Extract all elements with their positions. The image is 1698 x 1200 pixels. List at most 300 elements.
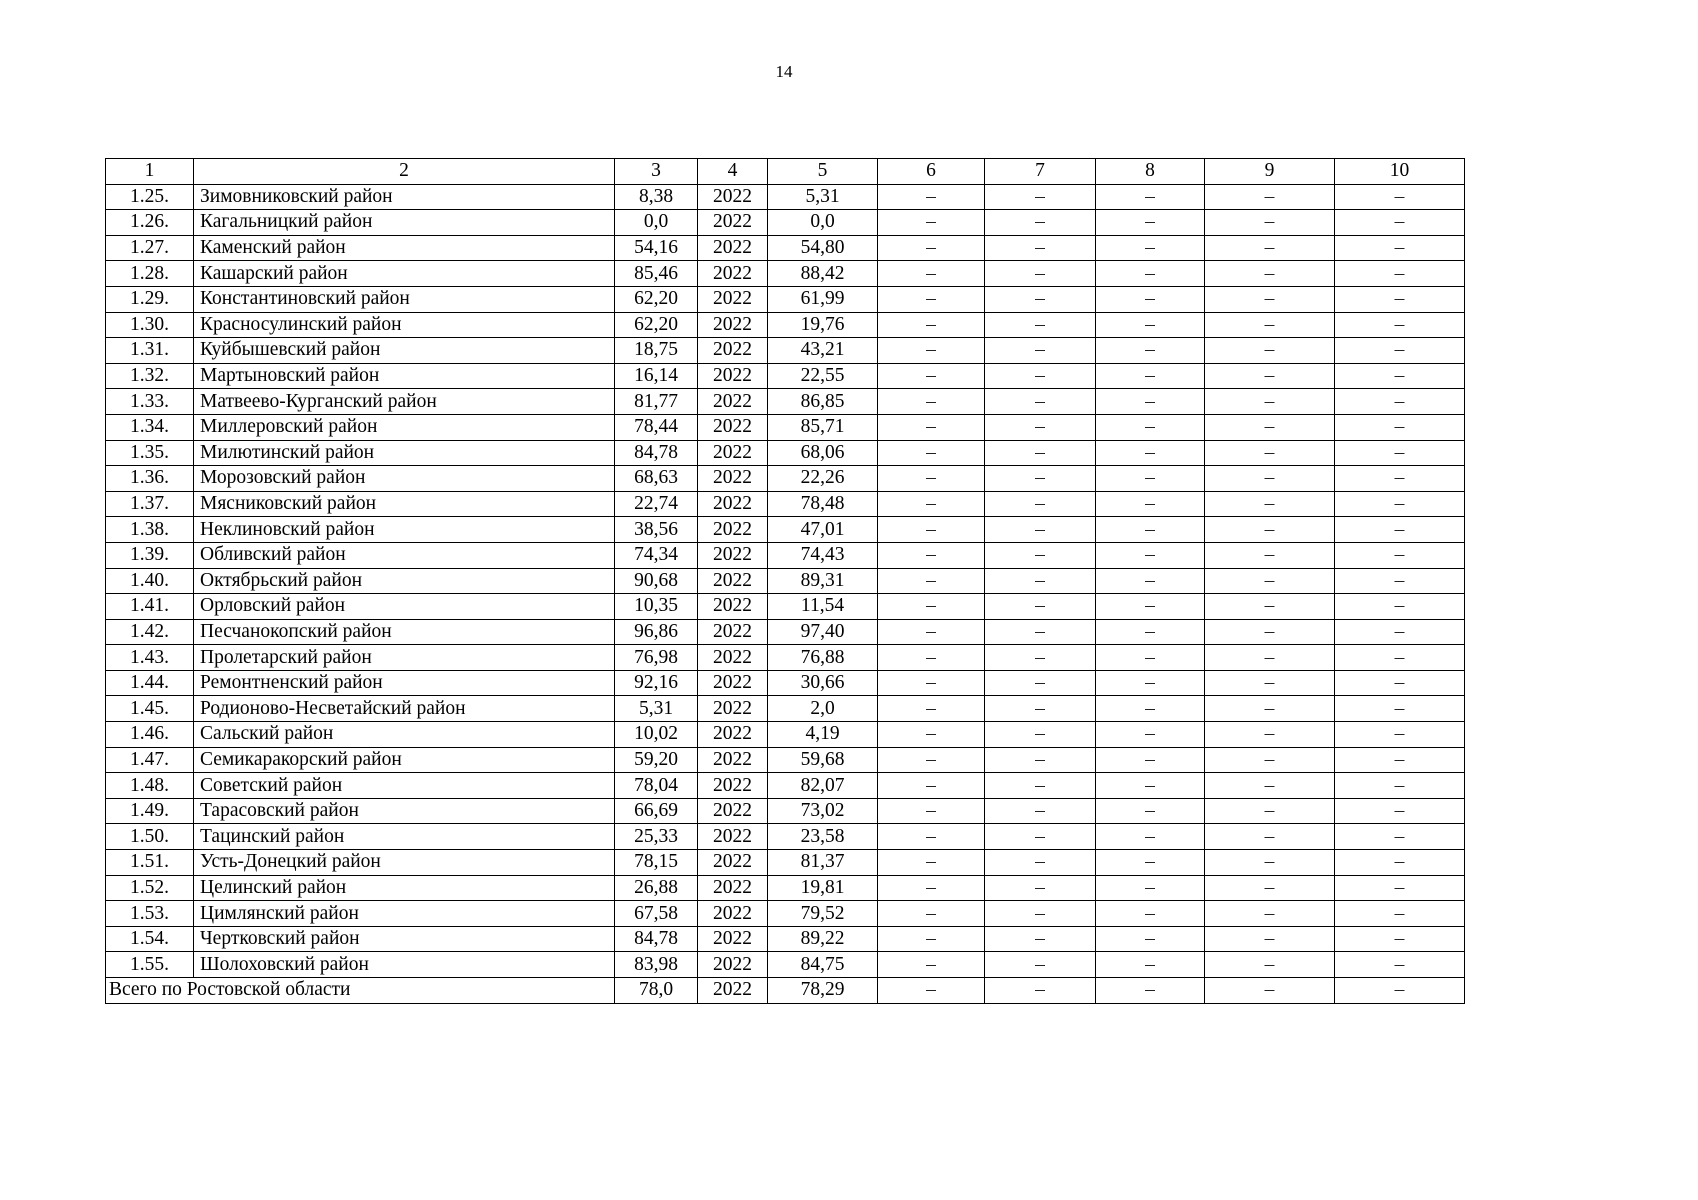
column-6-dash-cell: – [878, 184, 985, 210]
column-9-dash-cell: – [1205, 466, 1335, 492]
year-cell: 2022 [698, 414, 768, 440]
table-row [106, 952, 1465, 978]
column-8-dash-cell: – [1096, 235, 1205, 261]
column-5-value-cell: 73,02 [768, 798, 878, 824]
column-5-value-cell: 74,43 [768, 542, 878, 568]
district-name-cell: Тарасовский район [194, 798, 615, 824]
total-column-10-dash-cell: – [1335, 978, 1465, 1004]
column-9-dash-cell: – [1205, 414, 1335, 440]
column-9-dash-cell: – [1205, 926, 1335, 952]
year-cell: 2022 [698, 696, 768, 722]
column-10-dash-cell: – [1335, 338, 1465, 364]
column-header: 1 [106, 159, 194, 185]
row-number-cell: 1.39. [106, 542, 194, 568]
row-number-cell: 1.29. [106, 286, 194, 312]
column-9-dash-cell: – [1205, 875, 1335, 901]
column-9-dash-cell: – [1205, 952, 1335, 978]
column-5-value-cell: 76,88 [768, 645, 878, 671]
column-8-dash-cell: – [1096, 926, 1205, 952]
column-9-dash-cell: – [1205, 261, 1335, 287]
table-row [106, 338, 1465, 364]
district-name-cell: Матвеево-Курганский район [194, 389, 615, 415]
district-name-cell: Песчанокопский район [194, 619, 615, 645]
row-number-cell: 1.50. [106, 824, 194, 850]
column-5-value-cell: 4,19 [768, 722, 878, 748]
column-6-dash-cell: – [878, 491, 985, 517]
column-3-value-cell: 84,78 [615, 926, 698, 952]
row-number-cell: 1.25. [106, 184, 194, 210]
district-name-cell: Куйбышевский район [194, 338, 615, 364]
column-3-value-cell: 62,20 [615, 312, 698, 338]
year-cell: 2022 [698, 850, 768, 876]
table-row [106, 466, 1465, 492]
column-7-dash-cell: – [985, 773, 1096, 799]
column-5-value-cell: 2,0 [768, 696, 878, 722]
column-3-value-cell: 22,74 [615, 491, 698, 517]
column-6-dash-cell: – [878, 901, 985, 927]
table-row [106, 312, 1465, 338]
column-9-dash-cell: – [1205, 901, 1335, 927]
table-row [106, 722, 1465, 748]
table-row [106, 286, 1465, 312]
row-number-cell: 1.53. [106, 901, 194, 927]
table-row [106, 747, 1465, 773]
row-number-cell: 1.32. [106, 363, 194, 389]
column-9-dash-cell: – [1205, 722, 1335, 748]
year-cell: 2022 [698, 670, 768, 696]
table-row [106, 850, 1465, 876]
column-7-dash-cell: – [985, 798, 1096, 824]
column-6-dash-cell: – [878, 926, 985, 952]
column-10-dash-cell: – [1335, 286, 1465, 312]
column-5-value-cell: 59,68 [768, 747, 878, 773]
column-5-value-cell: 88,42 [768, 261, 878, 287]
district-name-cell: Тацинский район [194, 824, 615, 850]
district-name-cell: Семикаракорский район [194, 747, 615, 773]
column-8-dash-cell: – [1096, 491, 1205, 517]
row-number-cell: 1.48. [106, 773, 194, 799]
column-6-dash-cell: – [878, 286, 985, 312]
table-row [106, 594, 1465, 620]
column-10-dash-cell: – [1335, 747, 1465, 773]
column-5-value-cell: 84,75 [768, 952, 878, 978]
column-3-value-cell: 84,78 [615, 440, 698, 466]
column-8-dash-cell: – [1096, 773, 1205, 799]
column-9-dash-cell: – [1205, 747, 1335, 773]
year-cell: 2022 [698, 338, 768, 364]
column-7-dash-cell: – [985, 466, 1096, 492]
year-cell: 2022 [698, 952, 768, 978]
total-column-5-cell: 78,29 [768, 978, 878, 1004]
row-number-cell: 1.54. [106, 926, 194, 952]
column-5-value-cell: 22,26 [768, 466, 878, 492]
column-10-dash-cell: – [1335, 773, 1465, 799]
column-10-dash-cell: – [1335, 261, 1465, 287]
column-8-dash-cell: – [1096, 261, 1205, 287]
row-number-cell: 1.40. [106, 568, 194, 594]
column-10-dash-cell: – [1335, 619, 1465, 645]
column-10-dash-cell: – [1335, 645, 1465, 671]
column-7-dash-cell: – [985, 210, 1096, 236]
header-row [106, 159, 1465, 185]
table-row [106, 389, 1465, 415]
year-cell: 2022 [698, 235, 768, 261]
row-number-cell: 1.26. [106, 210, 194, 236]
district-name-cell: Красносулинский район [194, 312, 615, 338]
table-row [106, 619, 1465, 645]
column-7-dash-cell: – [985, 338, 1096, 364]
table-row [106, 210, 1465, 236]
district-name-cell: Миллеровский район [194, 414, 615, 440]
column-6-dash-cell: – [878, 798, 985, 824]
row-number-cell: 1.55. [106, 952, 194, 978]
column-5-value-cell: 47,01 [768, 517, 878, 543]
total-row [106, 978, 1465, 1004]
column-6-dash-cell: – [878, 542, 985, 568]
year-cell: 2022 [698, 261, 768, 287]
column-5-value-cell: 89,22 [768, 926, 878, 952]
column-3-value-cell: 76,98 [615, 645, 698, 671]
column-5-value-cell: 5,31 [768, 184, 878, 210]
district-name-cell: Ремонтненский район [194, 670, 615, 696]
column-10-dash-cell: – [1335, 696, 1465, 722]
column-8-dash-cell: – [1096, 414, 1205, 440]
table-row [106, 542, 1465, 568]
row-number-cell: 1.44. [106, 670, 194, 696]
column-8-dash-cell: – [1096, 645, 1205, 671]
district-name-cell: Кашарский район [194, 261, 615, 287]
district-name-cell: Цимлянский район [194, 901, 615, 927]
table-row [106, 440, 1465, 466]
table-row [106, 261, 1465, 287]
column-3-value-cell: 96,86 [615, 619, 698, 645]
year-cell: 2022 [698, 722, 768, 748]
column-7-dash-cell: – [985, 542, 1096, 568]
column-5-value-cell: 85,71 [768, 414, 878, 440]
table-row [106, 235, 1465, 261]
year-cell: 2022 [698, 594, 768, 620]
district-name-cell: Усть-Донецкий район [194, 850, 615, 876]
column-9-dash-cell: – [1205, 491, 1335, 517]
column-5-value-cell: 81,37 [768, 850, 878, 876]
row-number-cell: 1.28. [106, 261, 194, 287]
column-3-value-cell: 74,34 [615, 542, 698, 568]
year-cell: 2022 [698, 926, 768, 952]
column-8-dash-cell: – [1096, 798, 1205, 824]
total-year-cell: 2022 [698, 978, 768, 1004]
column-8-dash-cell: – [1096, 901, 1205, 927]
year-cell: 2022 [698, 491, 768, 517]
page-number: 14 [775, 62, 793, 81]
column-3-value-cell: 83,98 [615, 952, 698, 978]
column-3-value-cell: 16,14 [615, 363, 698, 389]
column-8-dash-cell: – [1096, 466, 1205, 492]
column-3-value-cell: 25,33 [615, 824, 698, 850]
column-10-dash-cell: – [1335, 926, 1465, 952]
column-9-dash-cell: – [1205, 235, 1335, 261]
column-3-value-cell: 62,20 [615, 286, 698, 312]
column-header: 10 [1335, 159, 1465, 185]
data-table [105, 158, 1465, 1004]
column-5-value-cell: 11,54 [768, 594, 878, 620]
table-row [106, 875, 1465, 901]
column-6-dash-cell: – [878, 850, 985, 876]
column-7-dash-cell: – [985, 286, 1096, 312]
column-3-value-cell: 67,58 [615, 901, 698, 927]
column-7-dash-cell: – [985, 261, 1096, 287]
column-10-dash-cell: – [1335, 722, 1465, 748]
row-number-cell: 1.43. [106, 645, 194, 671]
table-row [106, 414, 1465, 440]
column-6-dash-cell: – [878, 338, 985, 364]
column-7-dash-cell: – [985, 414, 1096, 440]
column-5-value-cell: 23,58 [768, 824, 878, 850]
table-row [106, 645, 1465, 671]
column-3-value-cell: 59,20 [615, 747, 698, 773]
year-cell: 2022 [698, 466, 768, 492]
column-5-value-cell: 68,06 [768, 440, 878, 466]
column-3-value-cell: 5,31 [615, 696, 698, 722]
column-7-dash-cell: – [985, 952, 1096, 978]
column-10-dash-cell: – [1335, 542, 1465, 568]
column-6-dash-cell: – [878, 261, 985, 287]
column-6-dash-cell: – [878, 696, 985, 722]
column-6-dash-cell: – [878, 312, 985, 338]
year-cell: 2022 [698, 184, 768, 210]
district-name-cell: Орловский район [194, 594, 615, 620]
column-header: 3 [615, 159, 698, 185]
column-8-dash-cell: – [1096, 952, 1205, 978]
row-number-cell: 1.33. [106, 389, 194, 415]
row-number-cell: 1.37. [106, 491, 194, 517]
column-6-dash-cell: – [878, 568, 985, 594]
total-column-9-dash-cell: – [1205, 978, 1335, 1004]
column-9-dash-cell: – [1205, 798, 1335, 824]
column-6-dash-cell: – [878, 440, 985, 466]
row-number-cell: 1.34. [106, 414, 194, 440]
column-header: 8 [1096, 159, 1205, 185]
table-row [106, 568, 1465, 594]
row-number-cell: 1.27. [106, 235, 194, 261]
column-9-dash-cell: – [1205, 440, 1335, 466]
column-6-dash-cell: – [878, 773, 985, 799]
column-header: 9 [1205, 159, 1335, 185]
row-number-cell: 1.36. [106, 466, 194, 492]
row-number-cell: 1.30. [106, 312, 194, 338]
column-7-dash-cell: – [985, 235, 1096, 261]
district-name-cell: Шолоховский район [194, 952, 615, 978]
row-number-cell: 1.38. [106, 517, 194, 543]
column-3-value-cell: 66,69 [615, 798, 698, 824]
column-9-dash-cell: – [1205, 363, 1335, 389]
column-6-dash-cell: – [878, 952, 985, 978]
column-8-dash-cell: – [1096, 850, 1205, 876]
column-9-dash-cell: – [1205, 312, 1335, 338]
row-number-cell: 1.47. [106, 747, 194, 773]
column-5-value-cell: 43,21 [768, 338, 878, 364]
column-7-dash-cell: – [985, 645, 1096, 671]
column-3-value-cell: 92,16 [615, 670, 698, 696]
year-cell: 2022 [698, 645, 768, 671]
column-9-dash-cell: – [1205, 670, 1335, 696]
column-3-value-cell: 54,16 [615, 235, 698, 261]
district-name-cell: Родионово-Несветайский район [194, 696, 615, 722]
column-5-value-cell: 61,99 [768, 286, 878, 312]
column-6-dash-cell: – [878, 824, 985, 850]
column-8-dash-cell: – [1096, 670, 1205, 696]
column-7-dash-cell: – [985, 747, 1096, 773]
total-column-6-dash-cell: – [878, 978, 985, 1004]
district-name-cell: Мартыновский район [194, 363, 615, 389]
column-header: 4 [698, 159, 768, 185]
column-7-dash-cell: – [985, 875, 1096, 901]
column-5-value-cell: 78,48 [768, 491, 878, 517]
column-9-dash-cell: – [1205, 210, 1335, 236]
column-6-dash-cell: – [878, 645, 985, 671]
column-10-dash-cell: – [1335, 875, 1465, 901]
column-5-value-cell: 19,76 [768, 312, 878, 338]
column-3-value-cell: 8,38 [615, 184, 698, 210]
column-7-dash-cell: – [985, 568, 1096, 594]
column-8-dash-cell: – [1096, 542, 1205, 568]
district-name-cell: Пролетарский район [194, 645, 615, 671]
column-7-dash-cell: – [985, 184, 1096, 210]
row-number-cell: 1.41. [106, 594, 194, 620]
column-3-value-cell: 78,04 [615, 773, 698, 799]
column-6-dash-cell: – [878, 722, 985, 748]
column-9-dash-cell: – [1205, 338, 1335, 364]
year-cell: 2022 [698, 210, 768, 236]
district-name-cell: Сальский район [194, 722, 615, 748]
column-10-dash-cell: – [1335, 363, 1465, 389]
column-8-dash-cell: – [1096, 568, 1205, 594]
column-9-dash-cell: – [1205, 184, 1335, 210]
table-row [106, 901, 1465, 927]
column-6-dash-cell: – [878, 466, 985, 492]
table-row [106, 926, 1465, 952]
column-8-dash-cell: – [1096, 338, 1205, 364]
column-8-dash-cell: – [1096, 722, 1205, 748]
column-8-dash-cell: – [1096, 619, 1205, 645]
column-3-value-cell: 18,75 [615, 338, 698, 364]
column-7-dash-cell: – [985, 824, 1096, 850]
column-7-dash-cell: – [985, 389, 1096, 415]
column-5-value-cell: 79,52 [768, 901, 878, 927]
column-9-dash-cell: – [1205, 286, 1335, 312]
table-row [106, 517, 1465, 543]
column-3-value-cell: 81,77 [615, 389, 698, 415]
column-5-value-cell: 54,80 [768, 235, 878, 261]
column-10-dash-cell: – [1335, 466, 1465, 492]
table-body [106, 184, 1465, 1003]
year-cell: 2022 [698, 286, 768, 312]
row-number-cell: 1.45. [106, 696, 194, 722]
column-9-dash-cell: – [1205, 594, 1335, 620]
column-8-dash-cell: – [1096, 210, 1205, 236]
column-3-value-cell: 78,15 [615, 850, 698, 876]
column-10-dash-cell: – [1335, 414, 1465, 440]
column-9-dash-cell: – [1205, 773, 1335, 799]
column-7-dash-cell: – [985, 594, 1096, 620]
column-5-value-cell: 30,66 [768, 670, 878, 696]
year-cell: 2022 [698, 440, 768, 466]
table-row [106, 773, 1465, 799]
district-name-cell: Кагальницкий район [194, 210, 615, 236]
column-9-dash-cell: – [1205, 824, 1335, 850]
column-10-dash-cell: – [1335, 952, 1465, 978]
district-name-cell: Советский район [194, 773, 615, 799]
column-8-dash-cell: – [1096, 184, 1205, 210]
column-3-value-cell: 78,44 [615, 414, 698, 440]
row-number-cell: 1.52. [106, 875, 194, 901]
column-10-dash-cell: – [1335, 235, 1465, 261]
column-7-dash-cell: – [985, 670, 1096, 696]
column-header: 7 [985, 159, 1096, 185]
year-cell: 2022 [698, 568, 768, 594]
row-number-cell: 1.51. [106, 850, 194, 876]
column-6-dash-cell: – [878, 235, 985, 261]
column-3-value-cell: 10,02 [615, 722, 698, 748]
column-9-dash-cell: – [1205, 568, 1335, 594]
column-10-dash-cell: – [1335, 824, 1465, 850]
district-name-cell: Обливский район [194, 542, 615, 568]
column-9-dash-cell: – [1205, 645, 1335, 671]
column-3-value-cell: 90,68 [615, 568, 698, 594]
column-8-dash-cell: – [1096, 389, 1205, 415]
column-8-dash-cell: – [1096, 363, 1205, 389]
table-row [106, 824, 1465, 850]
column-7-dash-cell: – [985, 926, 1096, 952]
year-cell: 2022 [698, 619, 768, 645]
column-8-dash-cell: – [1096, 875, 1205, 901]
column-6-dash-cell: – [878, 594, 985, 620]
column-8-dash-cell: – [1096, 312, 1205, 338]
district-name-cell: Октябрьский район [194, 568, 615, 594]
column-7-dash-cell: – [985, 491, 1096, 517]
table-row [106, 670, 1465, 696]
column-5-value-cell: 97,40 [768, 619, 878, 645]
column-10-dash-cell: – [1335, 594, 1465, 620]
table-row [106, 184, 1465, 210]
table-row [106, 363, 1465, 389]
column-10-dash-cell: – [1335, 850, 1465, 876]
district-name-cell: Целинский район [194, 875, 615, 901]
district-name-cell: Неклиновский район [194, 517, 615, 543]
year-cell: 2022 [698, 875, 768, 901]
district-name-cell: Морозовский район [194, 466, 615, 492]
table-row [106, 491, 1465, 517]
column-5-value-cell: 86,85 [768, 389, 878, 415]
column-7-dash-cell: – [985, 440, 1096, 466]
column-5-value-cell: 89,31 [768, 568, 878, 594]
column-3-value-cell: 85,46 [615, 261, 698, 287]
column-7-dash-cell: – [985, 901, 1096, 927]
total-column-3-cell: 78,0 [615, 978, 698, 1004]
column-9-dash-cell: – [1205, 850, 1335, 876]
column-10-dash-cell: – [1335, 312, 1465, 338]
year-cell: 2022 [698, 798, 768, 824]
column-6-dash-cell: – [878, 517, 985, 543]
year-cell: 2022 [698, 363, 768, 389]
year-cell: 2022 [698, 517, 768, 543]
column-10-dash-cell: – [1335, 389, 1465, 415]
column-6-dash-cell: – [878, 619, 985, 645]
column-10-dash-cell: – [1335, 798, 1465, 824]
column-7-dash-cell: – [985, 722, 1096, 748]
column-6-dash-cell: – [878, 875, 985, 901]
column-8-dash-cell: – [1096, 440, 1205, 466]
column-10-dash-cell: – [1335, 568, 1465, 594]
